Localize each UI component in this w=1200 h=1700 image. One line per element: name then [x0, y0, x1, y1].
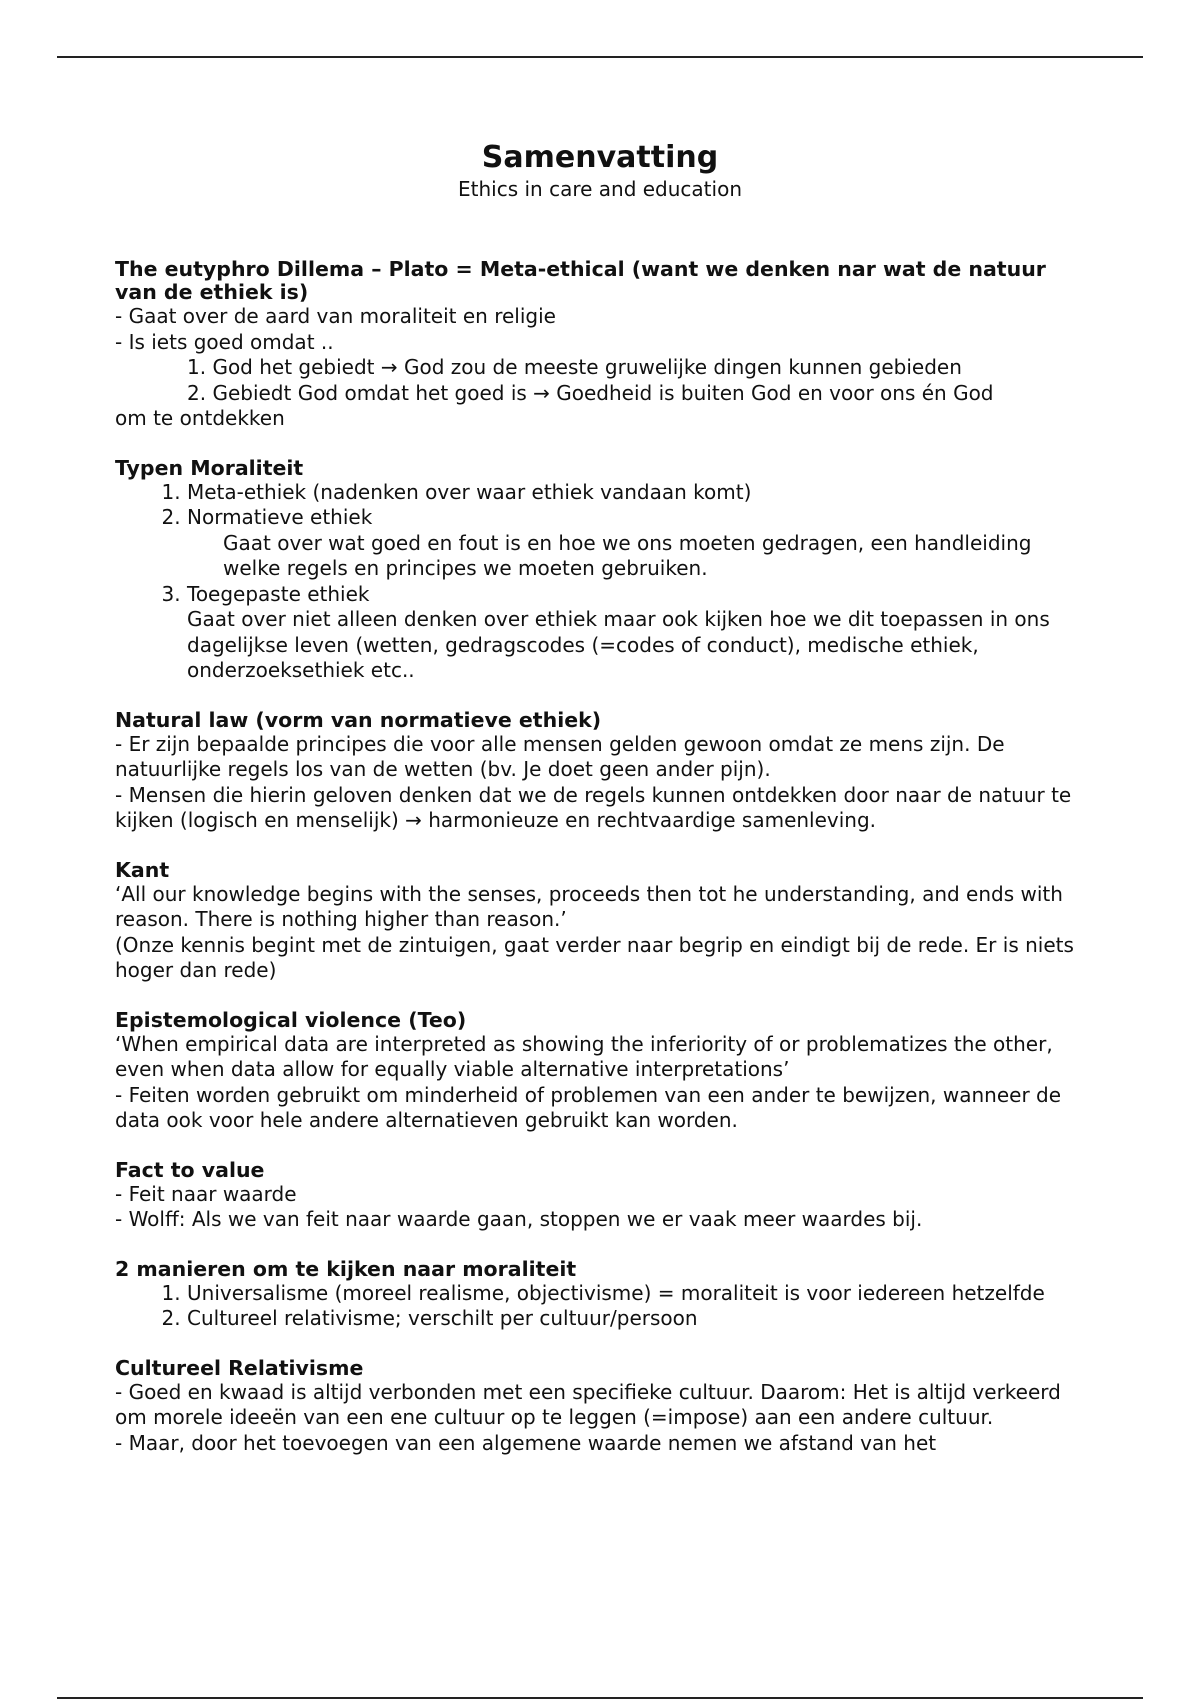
section-heading: The eutyphro Dillema – Plato = Meta-ethical (want we denken nar wat de natuur van de ethiek is) [115, 257, 1046, 304]
numbered-line: 2. Gebiedt God omdat het goed is → Goedheid is buiten God en voor ons én God [187, 380, 994, 405]
list-item-text: Meta-ethiek (nadenken over waar ethiek vandaan komt) [187, 479, 752, 504]
list-item [187, 505, 1090, 582]
bullet-line: - Wolff: Als we van feit naar waarde gaan, stoppen we er vaak meer waardes bij. [115, 1207, 923, 1231]
list-item [187, 582, 1090, 684]
title-block [0, 140, 1200, 202]
list-item-text: Cultureel relativisme; verschilt per cultuur/persoon [187, 1306, 698, 1330]
list-item-text: Normatieve ethiek [187, 505, 373, 529]
list-item-description: Gaat over wat goed en fout is en hoe we ons moeten gedragen, een handleiding welke regels en principes we moeten gebruiken. [223, 530, 1032, 580]
section-heading: Epistemological violence (Teo) [115, 1007, 467, 1032]
header-rule [57, 56, 1143, 58]
continuation-line: om te ontdekken [115, 406, 285, 430]
section-heading: Fact to value [115, 1157, 265, 1182]
section-natural-law [115, 709, 1090, 834]
footer-rule [57, 1697, 1143, 1699]
numbered-list [115, 480, 1090, 684]
bullet-line: - Is iets goed omdat .. [115, 329, 334, 354]
section-heading: Natural law (vorm van normatieve ethiek) [115, 707, 602, 732]
list-item-description: Gaat over niet alleen denken over ethiek maar ook kijken hoe we dit toepassen in ons dagelijkse leven (wetten, gedragscodes (=codes of conduct), medische ethiek, onderzoeksethiek etc.. [187, 607, 1050, 682]
paragraph: - Feiten worden gebruikt om minderheid of problemen van een ander te bewijzen, wanneer de data ook voor hele andere alternatieven gebruikt kan worden. [115, 1082, 1062, 1132]
list-item-text: Universalisme (moreel realisme, objectivisme) = moraliteit is voor iedereen hetzelfde [187, 1280, 1045, 1305]
section-heading: Kant [115, 857, 170, 882]
section-typen [115, 457, 1090, 684]
paragraph: - Maar, door het toevoegen van een algemene waarde nemen we afstand van het [115, 1430, 937, 1455]
quote: ‘All our knowledge begins with the senses, proceeds then tot he understanding, and ends with reason. There is nothing higher than reason.’ [115, 881, 1063, 931]
numbered-line: 1. God het gebiedt → God zou de meeste gruwelijke dingen kunnen gebieden [187, 355, 962, 379]
section-cultureel-relativisme [115, 1357, 1090, 1457]
section-epistemological-violence [115, 1009, 1090, 1134]
section-euthyphro [115, 258, 1090, 432]
section-manieren [115, 1258, 1090, 1332]
list-item-text: Toegepaste ethiek [187, 581, 370, 606]
section-heading: Cultureel Relativisme [115, 1355, 364, 1380]
section-heading: 2 manieren om te kijken naar moraliteit [115, 1256, 577, 1281]
bullet-line: - Feit naar waarde [115, 1181, 297, 1206]
list-item [187, 1281, 1090, 1307]
list-item [187, 480, 1090, 506]
paragraph: - Er zijn bepaalde principes die voor alle mensen gelden gewoon omdat ze mens zijn. De natuurlijke regels los van de wetten (bv. Je doet geen ander pijn). [115, 731, 1005, 781]
section-kant [115, 859, 1090, 984]
section-heading: Typen Moraliteit [115, 455, 304, 480]
document-body [115, 258, 1090, 1481]
document-subtitle: Ethics in care and education [458, 177, 742, 201]
list-item [187, 1306, 1090, 1332]
numbered-list [115, 1281, 1090, 1332]
bullet-line: - Gaat over de aard van moraliteit en religie [115, 304, 556, 328]
document-title: Samenvatting [481, 140, 719, 175]
paragraph: - Mensen die hierin geloven denken dat we de regels kunnen ontdekken door naar de natuur te kijken (logisch en menselijk) → harmonieuze en rechtvaardige samenleving. [115, 782, 1072, 832]
section-fact-to-value [115, 1159, 1090, 1233]
paragraph: - Goed en kwaad is altijd verbonden met een specifieke cultuur. Daarom: Het is altijd verkeerd om morele ideeën van een ene cultuur op te leggen (=impose) aan een andere cultuur. [115, 1379, 1061, 1429]
quote: ‘When empirical data are interpreted as showing the inferiority of or problematizes the other, even when data allow for equally viable alternative interpretations’ [115, 1031, 1053, 1081]
paragraph: (Onze kennis begint met de zintuigen, gaat verder naar begrip en eindigt bij de rede. Er is niets hoger dan rede) [115, 932, 1074, 982]
